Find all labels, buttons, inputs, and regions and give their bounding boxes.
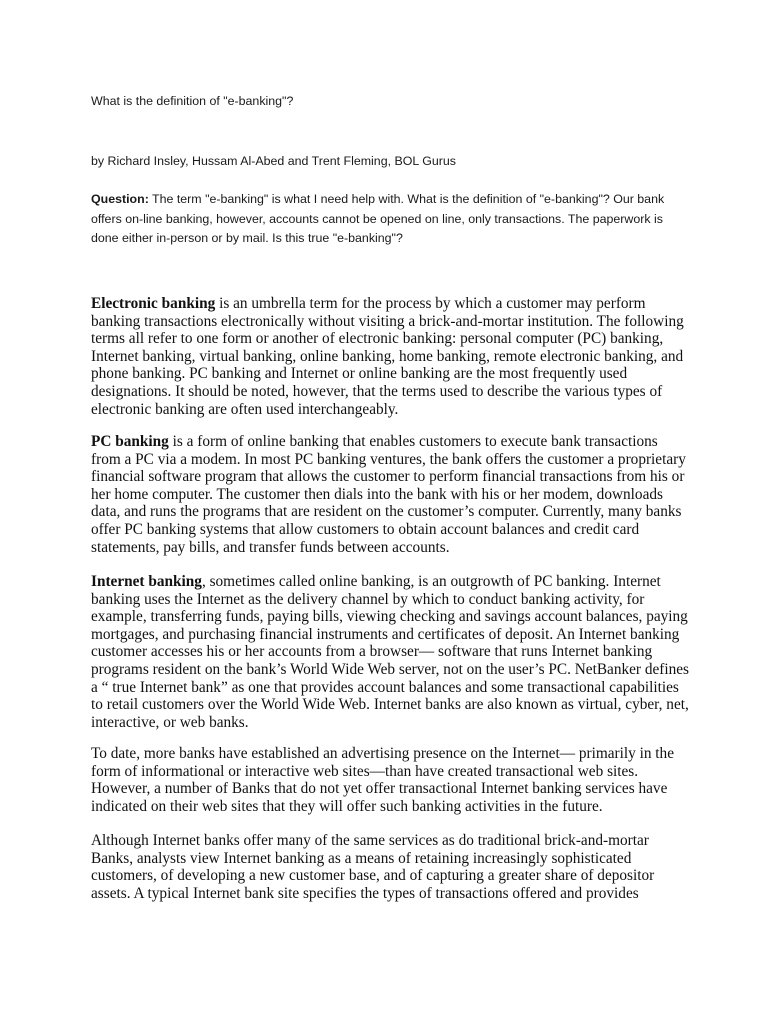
paragraph-electronic-banking xyxy=(91,295,691,418)
paragraph-text: is an umbrella term for the process by which a customer may perform banking transactions electronically without visiting a brick-and-mortar institution. The following terms all refer to one form or another of electronic banking: personal computer (PC) banking, Internet banking, virtual banking, online banking, home banking, remote electronic banking, and phone banking. PC banking and Internet or online banking are the most frequently used designations. It should be noted, however, that the terms used to describe the various types of electronic banking are often used interchangeably. xyxy=(91,295,684,418)
paragraph-internet-banking xyxy=(91,573,691,731)
paragraph-text: is a form of online banking that enables customers to execute bank transactions from a PC via a modem. In most PC banking ventures, the bank offers the customer a proprietary financial software program that allows the customer to perform financial transactions from his or her home computer. The customer then dials into the bank with his or her modem, downloads data, and runs the programs that are resident on the customer’s computer. Currently, many banks offer PC banking systems that allow customers to obtain account balances and credit card statements, pay bills, and transfer funds between accounts. xyxy=(91,433,686,556)
paragraph-text: , sometimes called online banking, is an outgrowth of PC banking. Internet banking uses the Internet as the delivery channel by which to conduct banking activity, for example, transferring funds, paying bills, viewing checking and savings account balances, paying mortgages, and purchasing financial instruments and certificates of deposit. An Internet banking customer accesses his or her accounts from a browser— software that runs Internet banking programs resident on the bank’s World Wide Web server, not on the user’s PC. NetBanker defines a “ true Internet bank” as one that provides account balances and some transactional capabilities to retail customers over the World Wide Web. Internet banks are also known as virtual, cyber, net, interactive, or web banks. xyxy=(91,573,690,731)
document-title: What is the definition of "e-banking"? xyxy=(91,94,294,108)
question-paragraph xyxy=(91,190,681,249)
paragraph-text: To date, more banks have established an advertising presence on the Internet— primarily in the form of informational or interactive web sites—than have created transactional web sites. However, a number of Banks that do not yet offer transactional Internet banking services have indicated on their web sites that they will offer such banking activities in the future. xyxy=(91,745,674,815)
term-internet-banking: Internet banking xyxy=(91,573,202,590)
question-text: The term "e-banking" is what I need help with. What is the definition of "e-banking"? Our bank offers on-line banking, however, accounts cannot be opened on line, only transactions. The paperwork is done either in-person or by mail. Is this true "e-banking"? xyxy=(91,192,665,245)
paragraph-text: Although Internet banks offer many of the same services as do traditional brick-and-mortar Banks, analysts view Internet banking as a means of retaining increasingly sophisticated customers, of developing a new customer base, and of capturing a greater share of depositor assets. A typical Internet bank site specifies the types of transactions offered and provides xyxy=(91,832,655,902)
paragraph-advertising-presence xyxy=(91,745,691,815)
term-electronic-banking: Electronic banking xyxy=(91,295,216,312)
question-label: Question: xyxy=(91,192,149,206)
paragraph-internet-bank-services xyxy=(91,832,691,902)
term-pc-banking: PC banking xyxy=(91,433,169,450)
paragraph-pc-banking xyxy=(91,433,691,556)
document-byline: by Richard Insley, Hussam Al-Abed and Trent Fleming, BOL Gurus xyxy=(91,154,456,168)
